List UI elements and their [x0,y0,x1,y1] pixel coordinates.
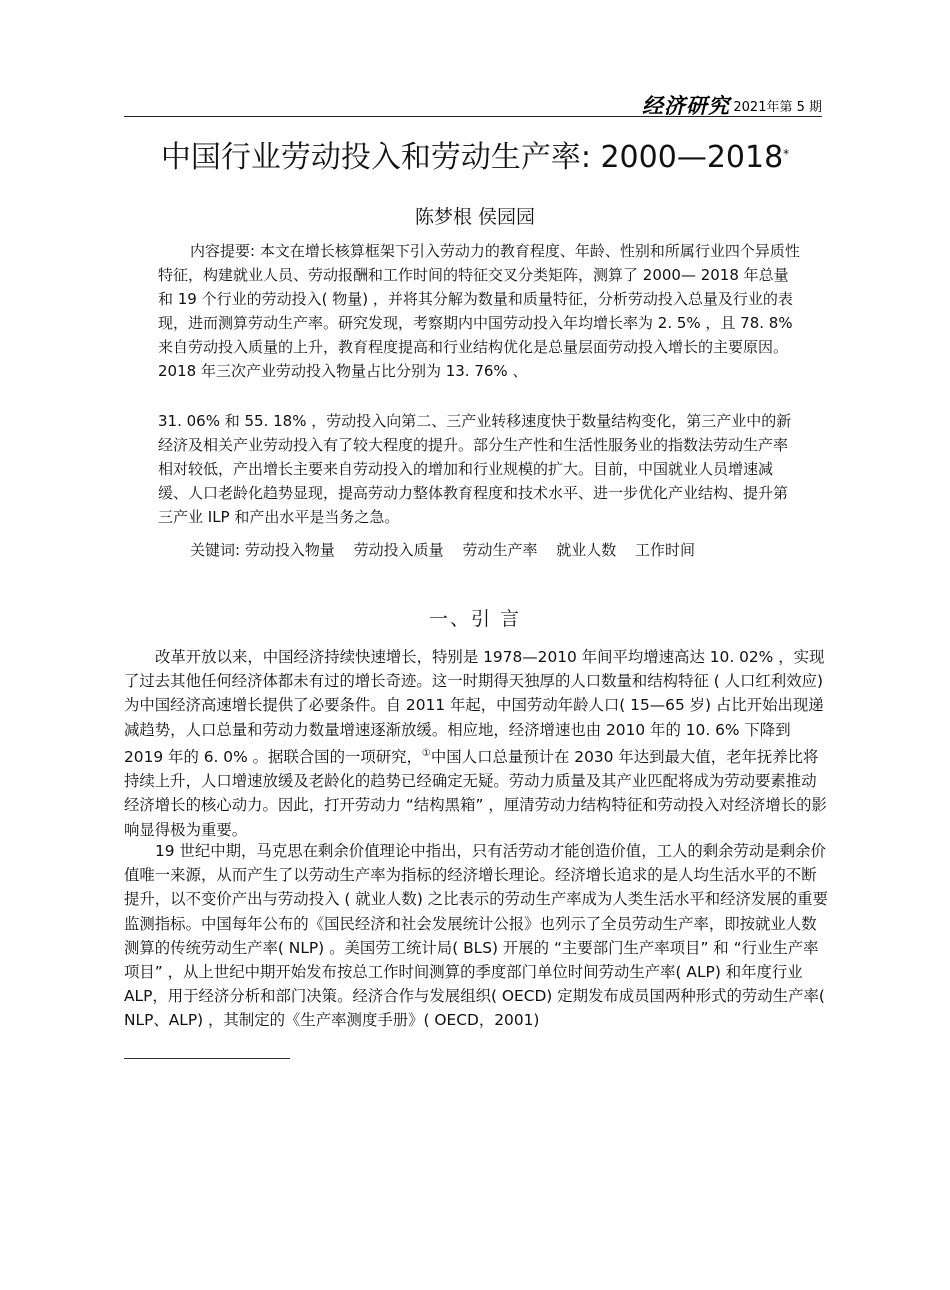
abstract-paragraph-continued: 31. 06% 和 55. 18% ，劳动投入向第二、三产业转移速度快于数量结构变化，第三产业中的新经济及相关产业劳动投入有了较大程度的提升。部分生产性和生活性服务业的指数法劳动生产率相对较低，产出增长主要来自劳动投入的增加和行业规模的扩大。目前，中国就业人员增速减缓、人口老龄化趋势显现，提高劳动力整体教育程度和技术水平、进一步优化产业结构、提升第三产业 ILP 和产出水平是当务之急。 [158,412,792,526]
paper-title [0,138,950,178]
title-text: 中国行业劳动投入和劳动生产率: 2000—2018 [160,140,784,175]
footnote-divider [124,1058,290,1059]
keyword: 就业人数 [556,541,617,559]
keyword: 劳动投入物量 [244,541,335,559]
keyword: 劳动生产率 [462,541,538,559]
title-footnote-mark: * [783,147,790,161]
keyword: 劳动投入质量 [353,541,444,559]
footnote-marker: ① [421,747,431,759]
journal-logo: 经济研究 [642,93,730,118]
running-header [124,90,822,117]
keywords-label: 关键词: [190,541,241,559]
body-paragraph [124,645,830,842]
body-paragraph: 19 世纪中期，马克思在剩余价值理论中指出，只有活劳动才能创造价值，工人的剩余劳动是剩余价值唯一来源，从而产生了以劳动生产率为指标的经济增长理论。经济增长追求的是人均生活水平的不断提升，以不变价产出与劳动投入 ( 就业人数) 之比表示的劳动生产率成为人类生活水平和经济发展的重要监测指标。中国每年公布的《国民经济和社会发展统计公报》也列示了全员劳动生产率，即按就业人数测算的传统劳动生产率( NLP) 。美国劳工统计局( BLS) 开展的 “主要部门生产率项目” 和 “行业生产率项目” ，从上世纪中期开始发布按总工作时间测算的季度部门单位时间劳动生产率( ALP) 和年度行业 ALP，用于经济分析和部门决策。经济合作与发展组织( OECD) 定期发布成员国两种形式的劳动生产率( NLP、ALP) ，其制定的《生产率测度手册》( OECD，2001) [124,842,828,1030]
body-text: 中国人口总量预计在 2030 年达到最大值，老年抚养比将持续上升，人口增速放缓及老龄化的趋势已经确定无疑。劳动力质量及其产业匹配将成为劳动要素推动经济增长的核心动力。因此，打开劳动力 “结构黑箱” ，厘清劳动力结构特征和劳动投入对经济增长的影响显得极为重要。 [124,747,827,839]
section-heading: 一、引 言 [428,608,522,630]
abstract-paragraph: 内容提要: 本文在增长核算框架下引入劳动力的教育程度、年龄、性别和所属行业四个异质性特征，构建就业人员、劳动报酬和工作时间的特征交叉分类矩阵，测算了 2000— 2018 年总量和 19 个行业的劳动投入( 物量) ，并将其分解为数量和质量特征，分析劳动投入总量及行业的表现，进而测算劳动生产率。研究发现，考察期内中国劳动投入年均增长率为 2. 5% ，且 78. 8% 来自劳动投入质量的上升，教育程度提高和行业结构优化是总量层面劳动投入增长的主要原因。 2018 年三次产业劳动投入物量占比分别为 13. 76% 、 [158,242,800,380]
body-text: 改革开放以来，中国经济持续快速增长，特别是 1978—2010 年间平均增速高达 10. 02% ，实现了过去其他任何经济体都未有过的增长奇迹。这一时期得天独厚的人口数量和结构特征 ( 人口红利效应) 为中国经济高速增长提供了必要条件。自 2011 年起，中国劳动年龄人口( 15—65 岁) 占比开始出现递减趋势，人口总量和劳动力数量增速逐渐放缓。相应地，经济增速也由 2010 年的 10. 6% 下降到 2019 年的 6. 0% 。据联合国的一项研究， [124,648,825,766]
keywords-line [190,538,810,562]
issue-label: 2021年第 5 期 [733,100,822,115]
keyword: 工作时间 [635,541,696,559]
author-list: 陈梦根 侯园园 [414,206,536,228]
